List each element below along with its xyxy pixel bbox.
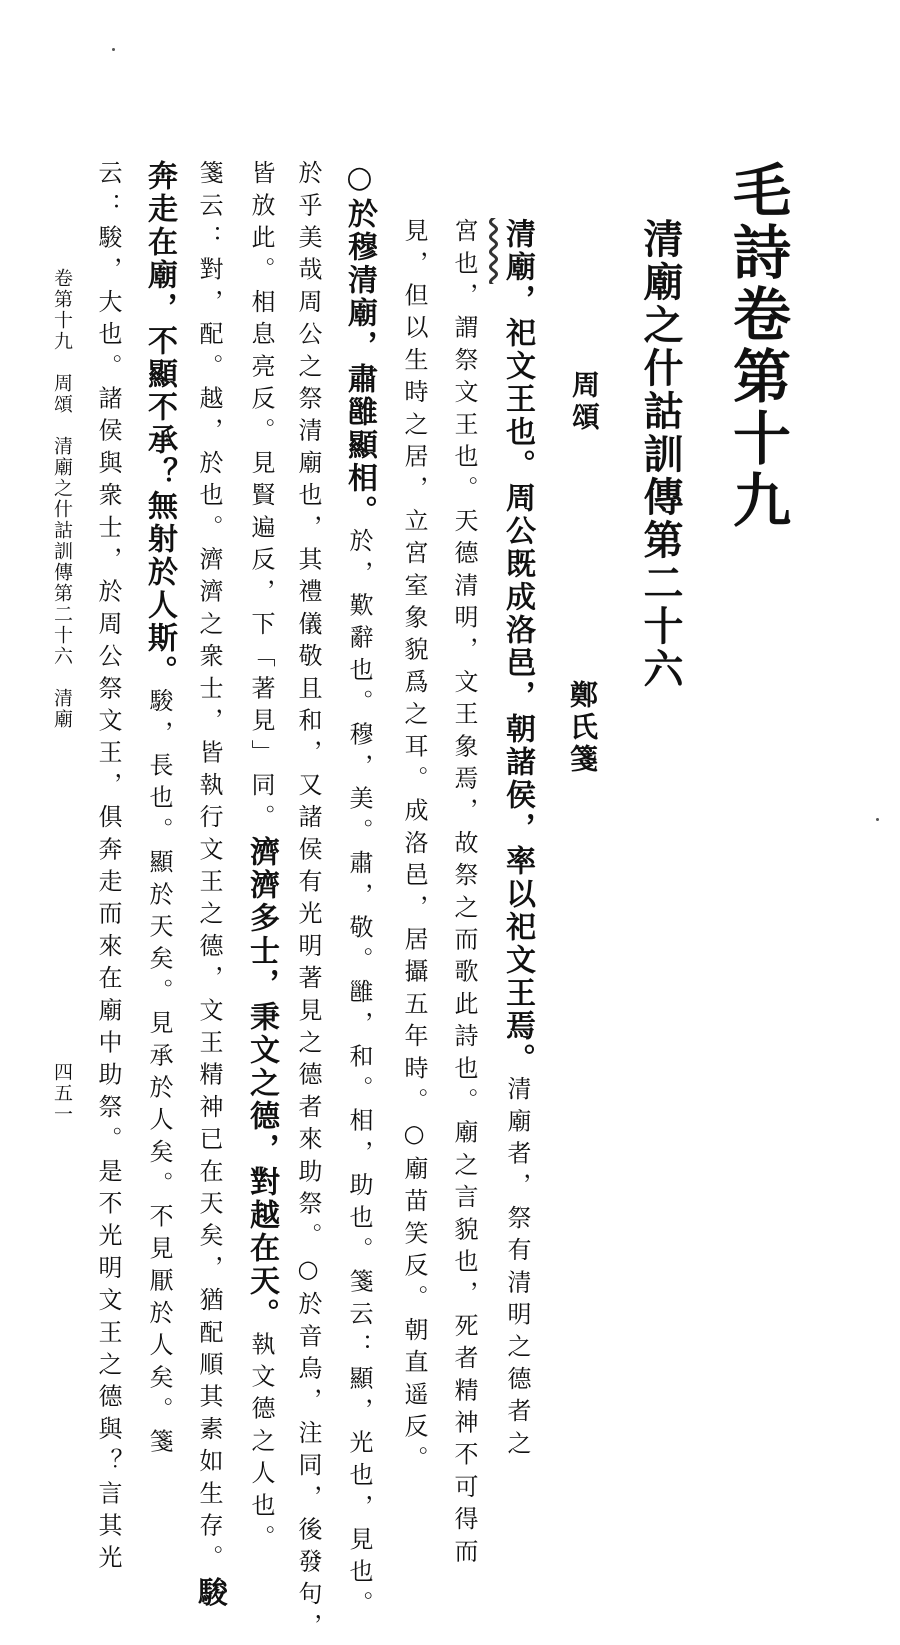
- scan-speck: [112, 48, 115, 51]
- text-segment: 箋云：對，配。越，於也。濟濟之衆士，皆執行文王之德，文王精神已在天矣，猶配順其素如生存。: [195, 160, 223, 1577]
- text-segment: 於乎美哉周公之祭清廟也，其禮儀敬且和，又諸侯有光明著見之德者來助祭。○於音烏，注同，後發句，: [294, 160, 322, 1645]
- text-segment: 見，但以生時之居，立宮室象貌爲之耳。成洛邑，居攝五年時。○廟苗笑反。朝直遥反。: [400, 218, 428, 1478]
- text-column-5: [296, 160, 320, 1645]
- text-segment: 駿，長也。顯於天矣。見承於人矣。不見厭於人矣。箋: [145, 688, 173, 1461]
- text-segment: 皆放此。相息亮反。見賢遍反，下「著見」同。: [247, 160, 275, 837]
- text-segment: 於，歎辭也。穆，美。肅，敬。雝，和。相，助也。箋云：顯，光也，見也。: [345, 528, 373, 1623]
- text-column-2: [452, 218, 476, 1570]
- text-column-3: [402, 218, 426, 1478]
- text-segment: 宮也，謂祭文王也。天德清明，文王象焉，故祭之而歌此詩也。廟之言貌也，死者精神不可得而: [450, 218, 478, 1571]
- text-column-8: [142, 160, 177, 1461]
- text-column-1: [500, 218, 535, 1463]
- text-column-6: [244, 160, 279, 1557]
- book-title: 毛詩卷第十九: [723, 160, 791, 532]
- text-segment: ○於穆清廟，肅雝顯相。: [342, 160, 377, 528]
- text-segment: 執文德之人也。: [247, 1331, 275, 1557]
- section-label: 周頌: [568, 370, 601, 434]
- text-column-4: [342, 160, 377, 1623]
- text-segment: ，祀文王也。周公既成洛邑，朝諸侯，率以祀文王焉。: [500, 284, 535, 1076]
- page-number: 四五一: [51, 1062, 73, 1125]
- scan-speck: [876, 818, 879, 821]
- text-segment: 濟濟多士，秉文之德，對越在天。: [244, 836, 279, 1332]
- text-segment: 云：駿，大也。諸侯與衆士，於周公祭文王，俱奔走而來在廟中助祭。是不光明文王之德與？言其光: [94, 160, 122, 1577]
- text-segment: 清廟: [500, 218, 535, 284]
- running-head: 卷第十九 周頌 清廟之什詁訓傳第二十六 清廟: [51, 268, 73, 730]
- text-column-9: [96, 160, 120, 1577]
- text-segment: 清廟者，祭有清明之德者之: [503, 1076, 531, 1463]
- text-segment: 駿: [192, 1576, 227, 1610]
- text-column-7: [192, 160, 227, 1610]
- chapter-title: 清廟之什詁訓傳第二十六: [637, 218, 684, 691]
- text-segment: 奔走在廟，不顯不承？無射於人斯。: [142, 160, 177, 688]
- author-label: 鄭氏箋: [566, 680, 599, 776]
